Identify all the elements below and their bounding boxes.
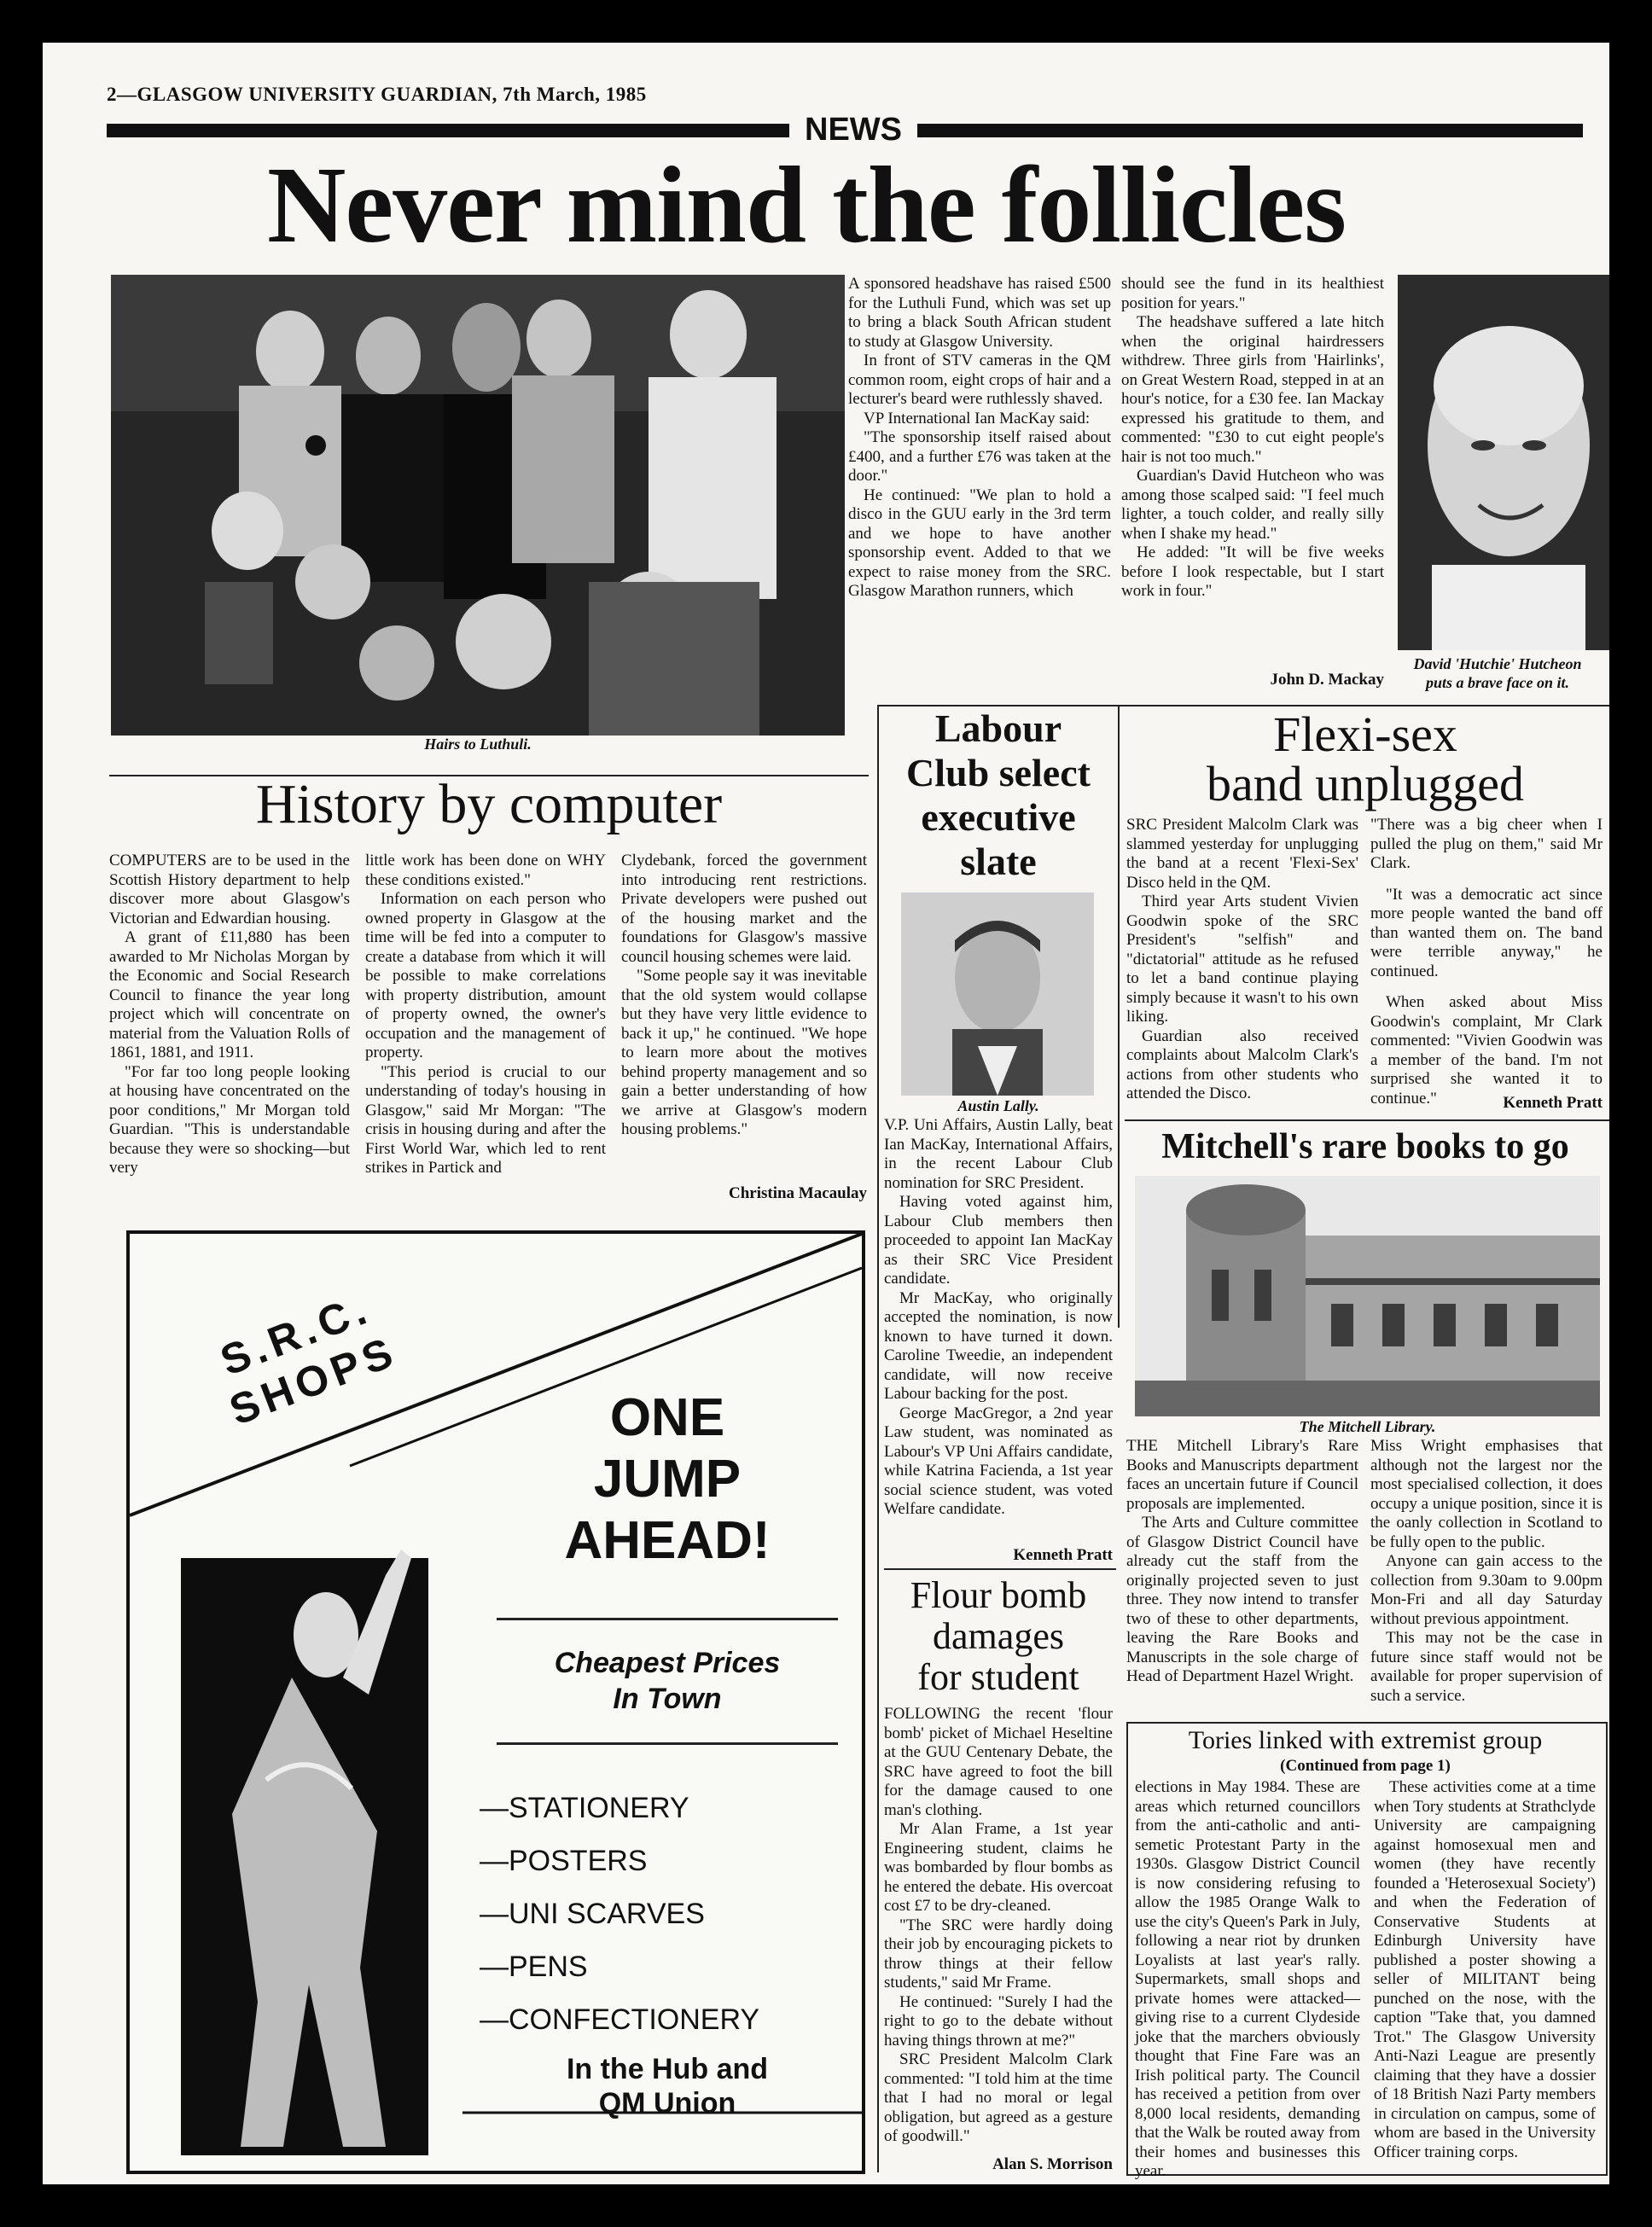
advert-rule	[497, 1618, 838, 1620]
advert-slogan-line1: ONE	[609, 1388, 725, 1447]
hutcheon-portrait-photo	[1398, 275, 1609, 650]
section-label: NEWS	[805, 112, 902, 148]
history-col1-para: A grant of £11,880 has been awarded to Mr Nicholas Morgan by the Economic and Social Research Council to finance the year long project which will concentrate on material from the Valuation Rolls of 1861, 1881, and 1911.	[109, 928, 350, 1061]
advert-item: —UNI SCARVES	[480, 1898, 705, 1930]
history-col2-para: Information on each person who owned property in Glasgow at the time will be fed into a computer to create a database from which it will be possible to make correlations with property distribution, amount of property owned, the owner's occupation and the management of property.	[365, 890, 606, 1061]
main-col2-para: Guardian's David Hutcheon who was among those scalped said: "I feel much lighter, a touch colder, and really silly when I shake my head."	[1121, 467, 1384, 543]
history-col1-para: "For far too long people looking at housing have concentrated on the poor conditions," Mr Morgan told Guardian. "This is understandable because they were so shocking—but very	[109, 1062, 350, 1177]
flexi-byline: Kenneth Pratt	[1503, 1094, 1603, 1112]
history-headline: History by computer	[255, 773, 723, 835]
tories-col1-para: elections in May 1984. These are areas which returned councillors from the anti-catholic and anti-semetic Protestant Party in the 1930s. Glasgow District Council is now considering refusing to allow the 1985 Orange Walk to use the city's Queen's Park in July, following a near riot by drunken Loyalists at last year's rally. Supermarkets, small shops and private homes were attacked—giving rise to a current Clydeside joke that the marchers obviously thought that Fine Fare was an Irish political party. The Council has received a petition from over 8,000 local residents, demanding that the Walk be routed away from their homes and businesses this year.	[1135, 1778, 1360, 2180]
advert-location-line2: QM Union	[598, 2087, 736, 2119]
flour-headline-line: for student	[917, 1656, 1079, 1698]
labour-headline-line: executive	[921, 795, 1076, 839]
banner-rule-right	[917, 124, 1583, 137]
flour-para: "The SRC were hardly doing their job by encouraging pickets to throw things at their fellow students," said Mr Frame.	[884, 1916, 1113, 1992]
advert-slogan-line3: AHEAD!	[564, 1511, 771, 1570]
advert-tagline-line1: Cheapest Prices	[554, 1647, 781, 1679]
tories-headline: Tories linked with extremist group	[1188, 1726, 1543, 1754]
history-col2-para: "This period is crucial to our understanding of today's housing in Glasgow," said Mr Morgan: "The crisis in housing during and after the First World War, which led to rent strikes in Partick and	[365, 1062, 606, 1177]
flexi-headline-line: Flexi-sex	[1273, 706, 1457, 762]
labour-para: V.P. Uni Affairs, Austin Lally, beat Ian MacKay, International Affairs, in the recent Labour Club nomination for SRC President.	[884, 1116, 1113, 1192]
labour-headline	[884, 706, 1113, 884]
flour-headline	[884, 1575, 1113, 1698]
main-headline: Never mind the follicles	[266, 144, 1347, 265]
mitchell-col1-para: THE Mitchell Library's Rare Books and Manuscripts department faces an uncertain future if Council proposals are implemented.	[1126, 1437, 1358, 1513]
mitchell-col2-para: Miss Wright emphasises that although not the largest nor the most specialised collection, it does occupy a unique position, since it is the oanly collection in Scotland to be fully open to the public.	[1370, 1437, 1603, 1551]
flour-byline: Alan S. Morrison	[992, 2155, 1113, 2173]
labour-para: Having voted against him, Labour Club members then proceeded to appoint Ian MacKay as their SRC Vice President candidate.	[884, 1193, 1113, 1288]
advert-item: —POSTERS	[480, 1845, 648, 1877]
divider-rule	[1118, 705, 1120, 1328]
flexi-col1-para: Guardian also received complaints about Malcolm Clark's actions from other students who attended the Disco.	[1126, 1026, 1358, 1102]
lally-photo-art	[901, 893, 1094, 1096]
labour-body	[884, 1116, 1113, 1520]
flour-para: Mr Alan Frame, a 1st year Engineering student, claims he was bombarded by flour bombs as he entered the debate. His overcoat cost £7 to be dry-cleaned.	[884, 1820, 1113, 1915]
history-col3	[621, 852, 867, 1140]
mitchell-col2	[1370, 1437, 1603, 1706]
src-shops-advert	[126, 1230, 865, 2174]
flexi-headline	[1126, 706, 1604, 811]
history-col3-para: "Some people say it was inevitable that the old system would collapse but they have very little evidence to back it up," he continued. "We hope to learn more about the motives behind property management and so gain a better understanding of how we arrive at Glasgow's modern housing problems."	[621, 967, 867, 1138]
labour-para: George MacGregor, a 2nd year Law student, was nominated as Labour's VP Uni Affairs candidate, while Katrina Facienda, a 1st year social science student, was voted Welfare candidate.	[884, 1404, 1113, 1518]
labour-headline-line: Club select	[906, 751, 1091, 794]
library-photo-art	[1135, 1176, 1600, 1416]
main-byline: John D. Mackay	[1270, 671, 1384, 689]
portrait-caption-line2: puts a brave face on it.	[1426, 674, 1569, 691]
advert-brand: S.R.C. SHOPS	[213, 1283, 404, 1434]
mitchell-col1-para: The Arts and Culture committee of Glasgow District Council have already cut the staff from the originally projected seven to just three. They now intend to transfer two of these to other departments, leaving the Rare Books and Manuscripts in the sole charge of Head of Department Hazel Wright.	[1126, 1514, 1358, 1685]
history-col2	[365, 852, 606, 1178]
divider-rule	[884, 1568, 1116, 1570]
main-col2-para: The headshave suffered a late hitch when the original hairdressers withdrew. Three girls from 'Hairlinks', on Great Western Road, stepped in at an hour's notice, for a £30 fee. Ian Mackay expressed his gratitude to them, and commented: "£30 to cut eight people's hair is not too much."	[1121, 313, 1384, 466]
main-col1-para: He continued: "We plan to hold a disco in the GUU early in the 3rd term and we hope to have another sponsorship event. Added to that we expect to raise money from the SRC. Glasgow Marathon runners, which	[848, 486, 1111, 600]
page-folio: 2—GLASGOW UNIVERSITY GUARDIAN, 7th March, 1985	[107, 84, 647, 105]
mitchell-library-photo	[1135, 1176, 1600, 1416]
history-byline: Christina Macaulay	[728, 1184, 867, 1202]
austin-lally-photo	[901, 893, 1094, 1096]
library-photo-caption: The Mitchell Library.	[1299, 1418, 1436, 1435]
main-story-col1	[848, 275, 1111, 602]
advert-location-line1: In the Hub and	[566, 2053, 769, 2085]
portrait-art	[1398, 275, 1609, 650]
tories-col2	[1374, 1778, 1596, 2162]
labour-headline-line: Labour	[934, 706, 1062, 750]
main-col1-para: In front of STV cameras in the QM common room, eight crops of hair and a lecturer's beard were ruthlessly shaved.	[848, 352, 1111, 408]
flexi-col1	[1126, 816, 1358, 1104]
main-col1-para: "The sponsorship itself raised about £400, and a further £76 was taken at the door."	[848, 428, 1111, 485]
divider-rule	[1125, 1119, 1609, 1121]
advert-item-list	[480, 1782, 838, 2046]
flour-para: SRC President Malcolm Clark commented: "I told him at the time that I had no moral or legal obligation, but agreed as a gesture of goodwill."	[884, 2050, 1113, 2145]
lally-photo-caption: Austin Lally.	[957, 1097, 1039, 1114]
mitchell-col2-para: Anyone can gain access to the collection from 9.30am to 9.00pm Mon-Fri and all day Saturday without previous appointment.	[1370, 1552, 1603, 1628]
flour-para: He continued: "Surely I had the right to go to the debate without having things thrown at me?"	[884, 1992, 1113, 2050]
main-col2-para: He added: "It will be five weeks before I look respectable, but I start work in four."	[1121, 544, 1384, 600]
flexi-col2	[1370, 816, 1603, 1108]
flexi-col1-para: SRC President Malcolm Clark was slammed yesterday for unplugging the band at a recent 'Flexi-Sex' Disco held in the QM.	[1126, 816, 1358, 892]
mitchell-col2-para: This may not be the case in future since staff would not be available for proper supervision of such a service.	[1370, 1629, 1603, 1705]
main-col1-para: A sponsored headshave has raised £500 for the Luthuli Fund, which was set up to bring a black South African student to study at Glasgow University.	[848, 275, 1111, 351]
advert-item: —STATIONERY	[480, 1792, 689, 1824]
history-col2-para: little work has been done on WHY these conditions existed."	[365, 852, 606, 889]
labour-byline: Kenneth Pratt	[1013, 1546, 1113, 1564]
history-col1-para: COMPUTERS are to be used in the Scottish History department to help discover more about Glasgow's Victorian and Edwardian housing.	[109, 852, 350, 927]
main-col2-para: should see the fund in its healthiest position for years."	[1121, 275, 1384, 312]
dancer-figure	[181, 1550, 428, 2155]
main-col1-para: VP International Ian MacKay said:	[864, 409, 1091, 427]
tories-continued-note: (Continued from page 1)	[1280, 1757, 1451, 1775]
advert-rule	[497, 1742, 838, 1745]
flexi-col2-para: "There was a big cheer when I pulled the plug on them," said Mr Clark.	[1370, 816, 1603, 872]
group-photo-art	[111, 275, 845, 736]
labour-headline-line: slate	[960, 840, 1037, 883]
history-col3-para: Clydebank, forced the government into introducing rent restrictions. Private developers were pushed out of the housing market and the foundations for Glasgow's massive council housing schemes were laid.	[621, 852, 867, 966]
portrait-caption-line1: David 'Hutchie' Hutcheon	[1413, 655, 1582, 672]
flexi-col2-para: When asked about Miss Goodwin's complaint, Mr Clark commented: "Vivien Goodwin was a member of the band. I'm not surprised she wanted it to continue."	[1370, 993, 1603, 1108]
banner-rule-left	[107, 124, 789, 137]
flour-body	[884, 1705, 1113, 2147]
advert-tagline-line2: In Town	[613, 1683, 722, 1715]
group-photo-caption: Hairs to Luthuli.	[424, 736, 532, 753]
mitchell-headline: Mitchell's rare books to go	[1161, 1127, 1569, 1166]
main-story-col2	[1121, 275, 1384, 602]
flexi-col1-para: Third year Arts student Vivien Goodwin spoke of the SRC President's "selfish" and "dictatorial" attitude as he refused to let a band continue playing simply because it wasn't to his own liking.	[1126, 893, 1358, 1026]
divider-rule	[877, 705, 879, 2172]
flour-para: FOLLOWING the recent 'flour bomb' picket of Michael Heseltine at the GUU Centenary Debate, the SRC have agreed to foot the bill for the damage caused to one man's clothing.	[884, 1705, 1113, 1819]
labour-para: Mr MacKay, who originally accepted the nomination, is now known to have turned it down. Caroline Tweedie, an independent candidate, will now receive Labour backing for the post.	[884, 1288, 1113, 1403]
flexi-col2-para: "It was a democratic act since more people wanted the band off than wanted them on. The band were terrible anyway," he continued.	[1370, 885, 1603, 980]
section-banner	[107, 112, 1583, 148]
flour-headline-line: Flour bomb	[910, 1574, 1087, 1616]
mitchell-col1	[1126, 1437, 1358, 1687]
tories-col1	[1135, 1778, 1360, 2182]
advert-item: —PENS	[480, 1951, 588, 1983]
advert-slogan-line2: JUMP	[593, 1450, 742, 1509]
flour-headline-line: damages	[933, 1615, 1064, 1657]
history-col1	[109, 852, 350, 1178]
tories-col2-para: These activities come at a time when Tory students at Strathclyde University are campaigning against homosexual men and women (they have recently founded a 'Heterosexual Society') and when the Federation of Conservative Students at Edinburgh University have published a poster showing a seller of MILITANT being punched on the nose, with the caption "Take that, you damned Trot." The Glasgow University Anti-Nazi League are presently claiming that they have a dossier of 18 British Nazi Party members in circulation on campus, some of whom are based in the University Officer training corps.	[1374, 1778, 1596, 2161]
flexi-headline-line: band unplugged	[1206, 756, 1525, 811]
newspaper-page	[43, 43, 1609, 2184]
headshave-group-photo	[111, 275, 845, 736]
advert-item: —CONFECTIONERY	[480, 2003, 760, 2036]
